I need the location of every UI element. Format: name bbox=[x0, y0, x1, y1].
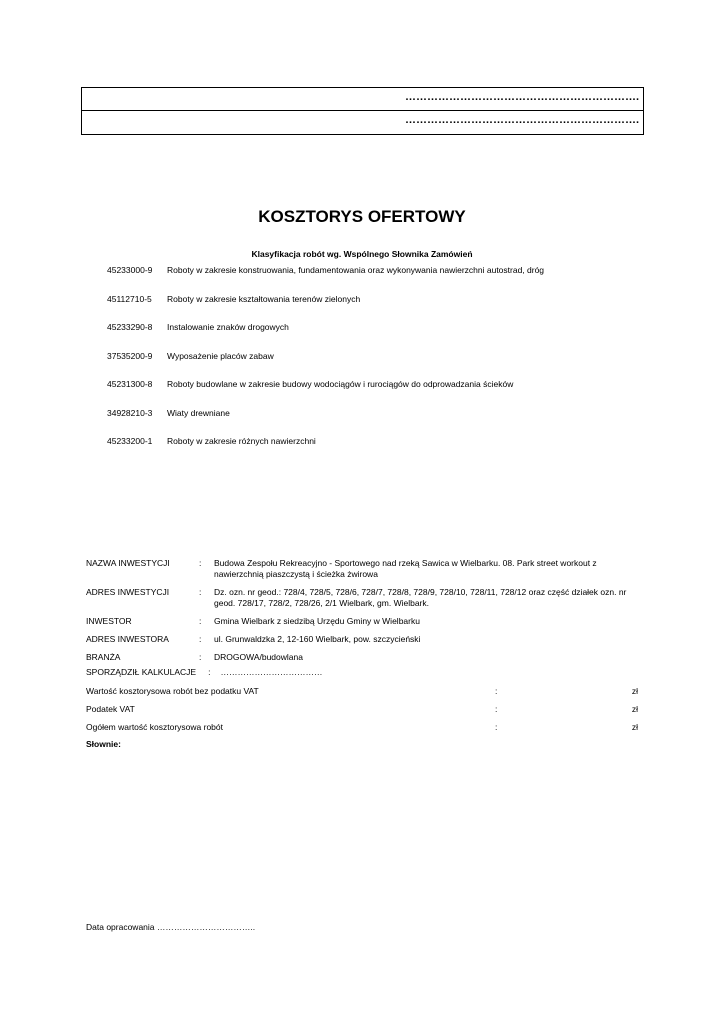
investment-info bbox=[86, 558, 646, 670]
value-row-net bbox=[86, 686, 638, 696]
value-label: Ogółem wartość kosztorysowa robót bbox=[86, 722, 223, 732]
prepared-by-colon: : bbox=[208, 667, 211, 677]
cpv-code: 45233000-9 bbox=[107, 265, 153, 275]
value-colon: : bbox=[495, 722, 498, 732]
prepared-by-dots: ……………………………… bbox=[220, 667, 323, 677]
cpv-list bbox=[107, 265, 627, 465]
header-dots-2: ………………………………………………………. bbox=[404, 114, 639, 126]
cpv-desc: Roboty budowlane w zakresie budowy wodociągów i rurociągów do odprowadzania ścieków bbox=[167, 379, 514, 389]
info-label: ADRES INWESTYCJI bbox=[86, 587, 170, 597]
value-colon: : bbox=[495, 686, 498, 696]
cpv-row bbox=[107, 322, 627, 351]
header-line-1 bbox=[82, 88, 643, 111]
info-colon: : bbox=[199, 616, 202, 626]
value-unit: zł bbox=[631, 686, 638, 696]
info-row-name bbox=[86, 558, 646, 580]
header-box bbox=[81, 87, 644, 135]
info-value: Gmina Wielbark z siedzibą Urzędu Gminy w Wielbarku bbox=[214, 616, 420, 626]
info-row-branch bbox=[86, 652, 646, 663]
info-label: ADRES INWESTORA bbox=[86, 634, 169, 644]
cpv-row bbox=[107, 265, 627, 294]
info-value: DROGOWA/budowlana bbox=[214, 652, 303, 662]
value-unit: zł bbox=[631, 722, 638, 732]
cpv-desc: Wyposażenie placów zabaw bbox=[167, 350, 274, 361]
info-row-investor bbox=[86, 616, 646, 627]
cpv-desc: Instalowanie znaków drogowych bbox=[167, 322, 289, 332]
cpv-row bbox=[107, 294, 627, 323]
cpv-row bbox=[107, 379, 627, 408]
value-unit: zł bbox=[631, 704, 638, 714]
info-label: NAZWA INWESTYCJI bbox=[86, 558, 170, 568]
cpv-row bbox=[107, 351, 627, 380]
cpv-code: 34928210-3 bbox=[107, 407, 153, 418]
info-colon: : bbox=[199, 652, 202, 662]
info-value: Budowa Zespołu Rekreacyjno - Sportowego nad rzeką Sawica w Wielbarku. 08. Park street workout z nawierzchnią piaszczystą i ścieżka żwirowa bbox=[214, 558, 597, 579]
header-dots-1: ………………………………………………………. bbox=[404, 91, 639, 103]
info-value: Dz. ozn. nr geod.: 728/4, 728/5, 728/6, 728/7, 728/8, 728/9, 728/10, 728/11, 728/12 oraz część działek ozn. nr geod. 728/17, 728/2, 728/26, 2/1 Wielbark, gm. Wielbark. bbox=[214, 587, 627, 608]
cpv-desc: Wiaty drewniane bbox=[167, 407, 230, 418]
info-label: BRANŻA bbox=[86, 652, 121, 662]
cpv-code: 45112710-5 bbox=[107, 293, 152, 304]
cpv-desc: Roboty w zakresie kształtowania terenów zielonych bbox=[167, 293, 361, 304]
cpv-row bbox=[107, 408, 627, 437]
info-colon: : bbox=[199, 558, 202, 568]
prepared-by-label: SPORZĄDZIŁ KALKULACJE bbox=[86, 667, 197, 677]
info-label: INWESTOR bbox=[86, 616, 132, 626]
info-row-investor-address bbox=[86, 634, 646, 645]
info-colon: : bbox=[199, 634, 202, 644]
info-colon: : bbox=[199, 587, 202, 597]
header-line-2 bbox=[82, 111, 643, 133]
info-value: ul. Grunwaldzka 2, 12-160 Wielbark, pow. szczycieński bbox=[214, 634, 421, 644]
cpv-code: 45231300-8 bbox=[107, 379, 153, 389]
info-row-address bbox=[86, 587, 646, 609]
cpv-code: 37535200-9 bbox=[107, 350, 153, 361]
cpv-row bbox=[107, 436, 627, 465]
page-title: KOSZTORYS OFERTOWY bbox=[258, 207, 466, 226]
value-colon: : bbox=[495, 704, 498, 714]
value-row-total bbox=[86, 722, 638, 732]
preparation-date: Data opracowania …………………………….. bbox=[86, 922, 256, 932]
cpv-code: 45233290-8 bbox=[107, 322, 153, 332]
cpv-desc: Roboty w zakresie konstruowania, fundamentowania oraz wykonywania nawierzchni autostrad, dróg bbox=[167, 265, 545, 275]
prepared-by bbox=[86, 667, 322, 677]
cpv-code: 45233200-1 bbox=[107, 436, 153, 446]
cpv-desc: Roboty w zakresie różnych nawierzchni bbox=[167, 436, 316, 446]
value-label: Wartość kosztorysowa robót bez podatku VAT bbox=[86, 686, 259, 696]
value-label: Podatek VAT bbox=[86, 704, 135, 714]
value-row-vat bbox=[86, 704, 638, 714]
cpv-heading: Klasyfikacja robót wg. Wspólnego Słownika Zamówień bbox=[251, 249, 473, 259]
in-words-label: Słownie: bbox=[86, 739, 121, 749]
